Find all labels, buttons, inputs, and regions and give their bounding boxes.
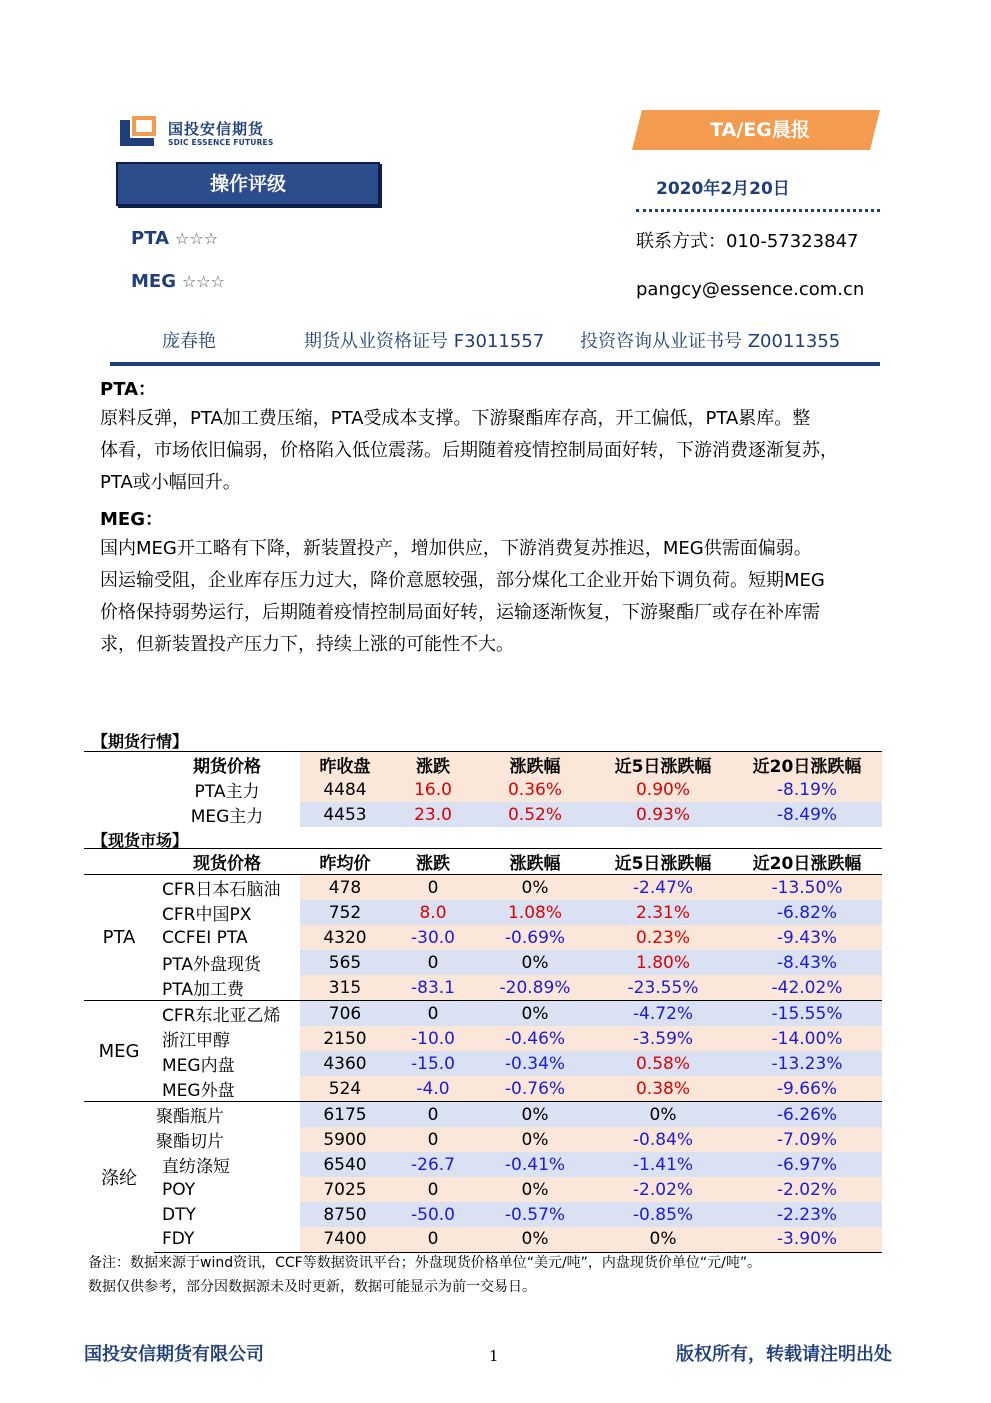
spot-d20-cell: -9.43% — [732, 925, 882, 950]
spot-chg-cell: -30.0 — [390, 925, 476, 950]
spot-name-cell: PTA外盘现货 — [162, 955, 261, 975]
spot-d20-cell: -6.26% — [732, 1102, 882, 1128]
spot-avg-cell: 706 — [300, 1001, 390, 1027]
spot-avg-cell: 4320 — [300, 925, 390, 950]
spot-header-cell: 近5日涨跌幅 — [594, 849, 732, 875]
spot-name-cell: CFR日本石脑油 — [154, 875, 300, 901]
spot-group-label: PTA — [84, 875, 154, 1001]
futures-section-label: 【期货行情】 — [92, 732, 189, 751]
spot-header-cell: 昨均价 — [300, 849, 390, 875]
spot-pct-cell: 0% — [476, 1102, 594, 1128]
futures-close-cell: 4484 — [300, 777, 390, 802]
spot-pct-cell: 0% — [476, 950, 594, 975]
rating-pta-stars: ☆☆☆ — [175, 229, 219, 248]
company-logo — [120, 114, 320, 154]
spot-d5-cell: -0.84% — [594, 1127, 732, 1152]
spot-avg-cell: 7400 — [300, 1227, 390, 1252]
rating-title: 操作评级 — [209, 173, 286, 195]
spot-d20-cell: -7.09% — [732, 1127, 882, 1152]
spot-chg-cell: 0 — [390, 1001, 476, 1027]
futures-header-cell: 昨收盘 — [300, 752, 390, 778]
spot-d5-cell: -1.41% — [594, 1152, 732, 1177]
spot-header-cell: 涨跌 — [390, 849, 476, 875]
pta-line-1: 原料反弹，PTA加工费压缩，PTA受成本支撑。下游聚酯库存高，开工偏低，PTA累库。整 — [100, 408, 811, 429]
report-type-tag — [632, 110, 880, 150]
futures-header-cell: 期货价格 — [154, 752, 300, 778]
futures-d20-cell: -8.49% — [732, 802, 882, 827]
spot-header-spacer — [84, 849, 154, 875]
meg-line-3: 价格保持弱势运行，后期随着疫情控制局面好转，运输逐渐恢复，下游聚酯厂或存在补库需 — [100, 602, 820, 623]
spot-header-cell: 涨跌幅 — [476, 849, 594, 875]
spot-d5-cell: 0% — [594, 1227, 732, 1252]
spot-d5-cell: 1.80% — [594, 950, 732, 975]
spot-d5-cell: -2.02% — [594, 1177, 732, 1202]
date-divider — [636, 209, 880, 212]
futures-row-spacer — [84, 777, 154, 802]
spot-row — [84, 925, 882, 950]
spot-row — [84, 1177, 882, 1202]
spot-pct-cell: -0.69% — [476, 925, 594, 950]
page-number: 1 — [489, 1347, 499, 1365]
spot-name-cell: PTA加工费 — [162, 980, 244, 1000]
futures-row — [84, 777, 882, 802]
spot-avg-cell: 565 — [300, 950, 390, 975]
note-line-1: 备注：数据来源于wind资讯，CCF等数据资讯平台；外盘现货价格单位“美元/吨”，内盘现货价单位“元/吨”。 — [88, 1255, 762, 1271]
spot-name-cell: CFR中国PX — [162, 905, 252, 925]
rating-meg-name: MEG — [131, 271, 176, 292]
spot-row — [84, 875, 882, 901]
rating-meg-stars: ☆☆☆ — [181, 272, 226, 291]
futures-header-cell: 涨跌 — [390, 752, 476, 778]
spot-chg-cell: 0 — [390, 1177, 476, 1202]
spot-d20-cell: -14.00% — [732, 1026, 882, 1051]
spot-header-row — [84, 849, 882, 875]
spot-row — [84, 1127, 882, 1152]
futures-cert: 期货从业资格证号 F3011557 — [304, 331, 545, 352]
spot-avg-cell: 2150 — [300, 1026, 390, 1051]
futures-header-cell: 涨跌幅 — [476, 752, 594, 778]
spot-row — [84, 1051, 882, 1076]
spot-chg-cell: 0 — [390, 1102, 476, 1128]
spot-pct-cell: -0.34% — [476, 1051, 594, 1076]
spot-chg-cell: 0 — [390, 1127, 476, 1152]
spot-d20-cell: -2.02% — [732, 1177, 882, 1202]
note-line-2: 数据仅供参考，部分因数据源未及时更新，数据可能显示为前一交易日。 — [88, 1279, 536, 1295]
spot-row — [84, 1026, 882, 1051]
spot-group-label: 涤纶 — [84, 1102, 154, 1253]
pta-line-3: PTA或小幅回升。 — [100, 472, 241, 493]
spot-chg-cell: -50.0 — [390, 1202, 476, 1227]
spot-group-label: MEG — [84, 1001, 154, 1102]
spot-chg-cell: 0 — [390, 1227, 476, 1252]
spot-pct-cell: 0% — [476, 1001, 594, 1027]
spot-d5-cell: -4.72% — [594, 1001, 732, 1027]
report-date: 2020年2月20日 — [656, 179, 790, 199]
spot-d5-cell: 0.38% — [594, 1076, 732, 1102]
spot-d20-cell: -6.97% — [732, 1152, 882, 1177]
spot-pct-cell: 0% — [476, 1177, 594, 1202]
futures-d5-cell: 0.93% — [594, 802, 732, 827]
spot-avg-cell: 7025 — [300, 1177, 390, 1202]
spot-avg-cell: 8750 — [300, 1202, 390, 1227]
meg-section-title: MEG： — [100, 509, 163, 530]
spot-d20-cell: -8.43% — [732, 950, 882, 975]
futures-close-cell: 4453 — [300, 802, 390, 827]
footer-copyright: 版权所有，转载请注明出处 — [676, 1344, 892, 1365]
spot-chg-cell: -83.1 — [390, 975, 476, 1001]
pta-section-title: PTA： — [100, 379, 157, 400]
futures-header-row — [84, 752, 882, 778]
spot-d5-cell: 0.23% — [594, 925, 732, 950]
spot-d20-cell: -9.66% — [732, 1076, 882, 1102]
spot-header-cell: 现货价格 — [154, 849, 300, 875]
spot-chg-cell: -26.7 — [390, 1152, 476, 1177]
spot-d20-cell: -2.23% — [732, 1202, 882, 1227]
logo-english-name: SDIC ESSENCE FUTURES — [168, 138, 274, 147]
spot-pct-cell: -20.89% — [476, 975, 594, 1001]
footer-company: 国投安信期货有限公司 — [84, 1344, 264, 1365]
spot-header-cell: 近20日涨跌幅 — [732, 849, 882, 875]
meg-analysis — [100, 533, 890, 661]
spot-chg-cell: 0 — [390, 950, 476, 975]
spot-avg-cell: 315 — [300, 975, 390, 1001]
spot-d20-cell: -13.23% — [732, 1051, 882, 1076]
spot-name-cell: MEG外盘 — [162, 1081, 235, 1101]
meg-line-4: 求，但新装置投产压力下，持续上涨的可能性不大。 — [100, 634, 514, 655]
spot-pct-cell: 1.08% — [476, 900, 594, 925]
spot-pct-cell: -0.57% — [476, 1202, 594, 1227]
report-type-label: TA/EG晨报 — [710, 119, 810, 141]
spot-chg-cell: -15.0 — [390, 1051, 476, 1076]
spot-d5-cell: -3.59% — [594, 1026, 732, 1051]
spot-d20-cell: -6.82% — [732, 900, 882, 925]
spot-name-cell: 直纺涤短 — [162, 1157, 230, 1177]
spot-name-cell: FDY — [154, 1227, 300, 1252]
spot-d5-cell: -23.55% — [594, 975, 732, 1001]
spot-name-cell: 聚酯切片 — [156, 1132, 224, 1152]
rating-pta-name: PTA — [131, 228, 170, 249]
futures-name-cell: MEG主力 — [190, 807, 264, 827]
futures-pct-cell: 0.36% — [476, 777, 594, 802]
contact-email[interactable]: pangcy@essence.com.cn — [636, 279, 865, 300]
futures-name-cell: PTA主力 — [194, 782, 260, 802]
futures-header-cell: 近5日涨跌幅 — [594, 752, 732, 778]
futures-d5-cell: 0.90% — [594, 777, 732, 802]
logo-chinese-name: 国投安信期货 — [168, 120, 265, 138]
spot-d5-cell: 0.58% — [594, 1051, 732, 1076]
pta-line-2: 体看，市场依旧偏弱，价格陷入低位震荡。后期随着疫情控制局面好转，下游消费逐渐复苏， — [100, 440, 838, 461]
spot-row — [84, 950, 882, 975]
spot-avg-cell: 752 — [300, 900, 390, 925]
spot-pct-cell: -0.76% — [476, 1076, 594, 1102]
spot-chg-cell: -4.0 — [390, 1076, 476, 1102]
spot-d20-cell: -3.90% — [732, 1227, 882, 1252]
spot-pct-cell: 0% — [476, 1127, 594, 1152]
spot-avg-cell: 6175 — [300, 1102, 390, 1128]
spot-d5-cell: 2.31% — [594, 900, 732, 925]
spot-name-cell: CFR东北亚乙烯 — [154, 1001, 300, 1027]
spot-row — [84, 1227, 882, 1252]
contact-phone: 联系方式：010-57323847 — [636, 231, 859, 252]
spot-chg-cell: -10.0 — [390, 1026, 476, 1051]
futures-chg-cell: 23.0 — [390, 802, 476, 827]
spot-row — [84, 1001, 882, 1027]
spot-section-label: 【现货市场】 — [92, 831, 189, 850]
meg-line-2: 因运输受阻，企业库存压力过大，降价意愿较强，部分煤化工企业开始下调负荷。短期MEG — [100, 570, 825, 591]
futures-header-spacer — [84, 752, 154, 778]
rating-title-box — [116, 162, 380, 206]
spot-name-cell: DTY — [162, 1204, 196, 1225]
spot-avg-cell: 4360 — [300, 1051, 390, 1076]
spot-row — [84, 1152, 882, 1177]
spot-d20-cell: -13.50% — [732, 875, 882, 901]
futures-pct-cell: 0.52% — [476, 802, 594, 827]
spot-avg-cell: 5900 — [300, 1127, 390, 1152]
futures-header-cell: 近20日涨跌幅 — [732, 752, 882, 778]
spot-chg-cell: 8.0 — [390, 900, 476, 925]
spot-name-cell: POY — [162, 1179, 196, 1200]
spot-d20-cell: -42.02% — [732, 975, 882, 1001]
futures-row-spacer — [84, 802, 154, 827]
futures-table — [84, 751, 882, 827]
futures-chg-cell: 16.0 — [390, 777, 476, 802]
spot-name-cell: 浙江甲醇 — [162, 1031, 230, 1051]
spot-row — [84, 1076, 882, 1102]
logo-mark-icon — [120, 114, 158, 148]
spot-row — [84, 900, 882, 925]
spot-pct-cell: -0.41% — [476, 1152, 594, 1177]
spot-pct-cell: -0.46% — [476, 1026, 594, 1051]
spot-d5-cell: -0.85% — [594, 1202, 732, 1227]
spot-row — [84, 1202, 882, 1227]
spot-d5-cell: 0% — [594, 1102, 732, 1128]
spot-name-cell: CCFEI PTA — [162, 927, 248, 948]
data-notes — [88, 1251, 888, 1299]
futures-d20-cell: -8.19% — [732, 777, 882, 802]
header-rule — [110, 362, 880, 366]
spot-d5-cell: -2.47% — [594, 875, 732, 901]
spot-avg-cell: 478 — [300, 875, 390, 901]
spot-pct-cell: 0% — [476, 1227, 594, 1252]
spot-row — [84, 975, 882, 1001]
spot-avg-cell: 6540 — [300, 1152, 390, 1177]
pta-analysis — [100, 403, 890, 499]
spot-table — [84, 848, 882, 1253]
spot-chg-cell: 0 — [390, 875, 476, 901]
analyst-name: 庞春艳 — [162, 331, 216, 352]
rating-meg — [131, 271, 225, 292]
spot-pct-cell: 0% — [476, 875, 594, 901]
spot-name-cell: MEG内盘 — [162, 1056, 235, 1076]
spot-name-cell: 聚酯瓶片 — [154, 1102, 300, 1128]
spot-row — [84, 1102, 882, 1128]
futures-row — [84, 802, 882, 827]
advisory-cert: 投资咨询从业证书号 Z0011355 — [580, 331, 841, 352]
rating-pta — [131, 228, 218, 249]
spot-avg-cell: 524 — [300, 1076, 390, 1102]
meg-line-1: 国内MEG开工略有下降，新装置投产，增加供应，下游消费复苏推迟，MEG供需面偏弱。 — [100, 538, 812, 559]
spot-d20-cell: -15.55% — [732, 1001, 882, 1027]
